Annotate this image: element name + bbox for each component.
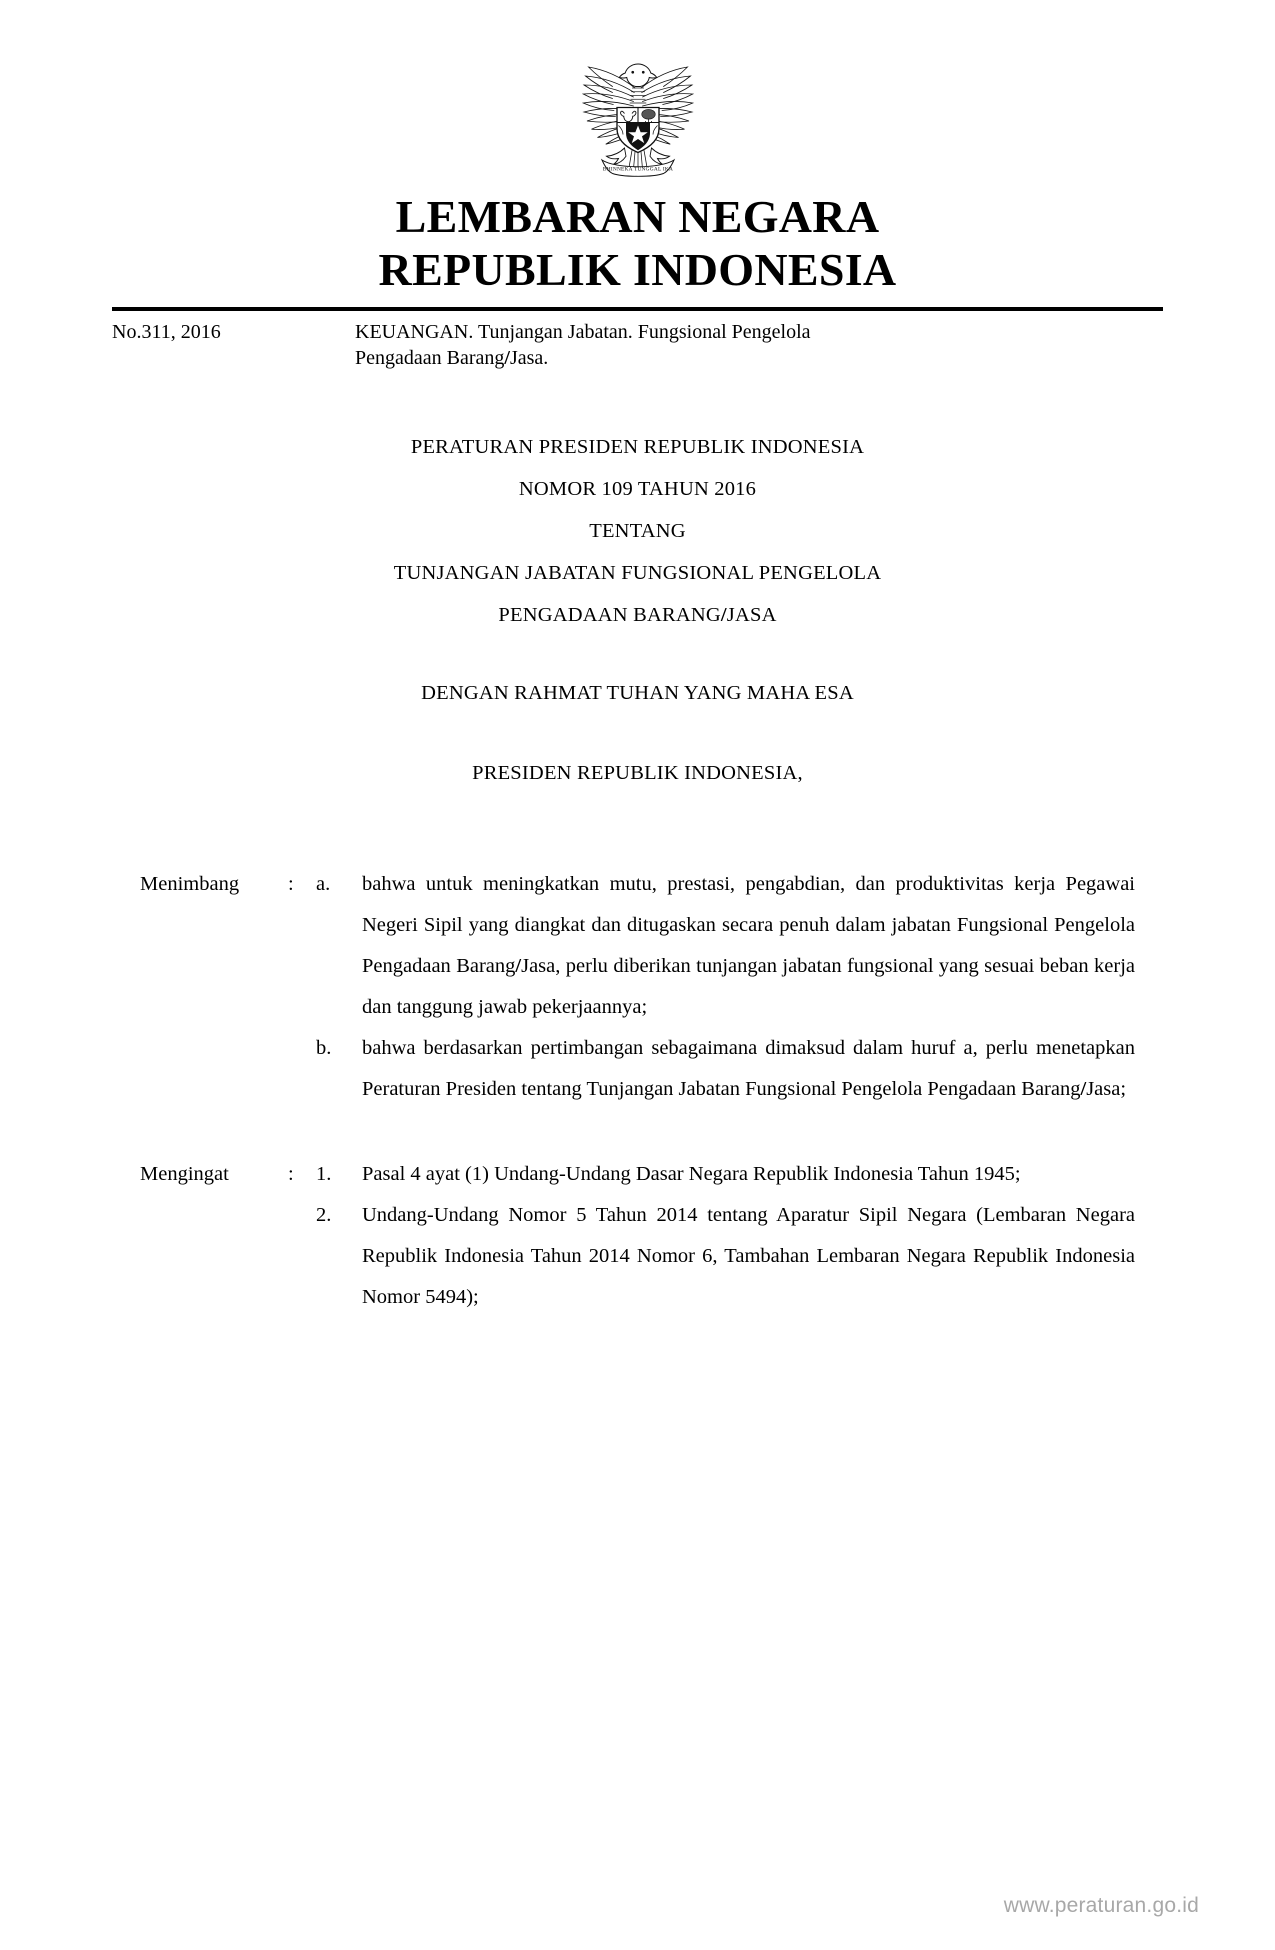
clauses-section xyxy=(140,864,1135,1318)
emblem-container xyxy=(0,0,1275,184)
item-text-pre: bahwa untuk meningkatkan mutu, prestasi, pengabdian, dan produktivitas kerja Pegawai Negeri Sipil yang diangkat dan ditugaskan secara penuh dalam jabatan Fungsional Pengelola Pengadaan Barang xyxy=(362,872,1135,977)
item-text-post: Jasa, perlu diberikan tunjangan jabatan fungsional yang sesuai beban kerja dan tanggung jawab pekerjaannya; xyxy=(362,954,1135,1018)
item-text-post: Jasa; xyxy=(1086,1077,1127,1100)
item-text-pre: bahwa berdasarkan pertimbangan sebagaimana dimaksud dalam huruf a, perlu menetapkan Peraturan Presiden tentang Tunjangan Jabatan Fungsional Pengelola Pengadaan Barang xyxy=(362,1036,1135,1100)
item-marker: 2. xyxy=(316,1203,332,1226)
gazette-subject-line-2-post: Jasa. xyxy=(509,347,549,370)
clause-label: Mengingat xyxy=(140,1162,229,1185)
title-line-2: NOMOR 109 TAHUN 2016 xyxy=(518,477,757,500)
signatory-line: PRESIDEN REPUBLIK INDONESIA, xyxy=(472,761,803,784)
gazette-subject xyxy=(355,319,1163,372)
garuda-pancasila-emblem xyxy=(563,34,713,184)
clause-block-menimbang xyxy=(140,864,1135,1110)
item-text xyxy=(362,1028,1135,1110)
masthead-line-1: LEMBARAN NEGARA xyxy=(395,191,880,242)
item-text-pre: Pasal 4 ayat (1) Undang-Undang Dasar Negara Republik Indonesia Tahun 1945; xyxy=(362,1162,1021,1185)
item-text-pre: Undang-Undang Nomor 5 Tahun 2014 tentang Aparatur Sipil Negara (Lembaran Negara Republik Indonesia Tahun 2014 Nomor 6, Tambahan Lembaran Negara Republik Indonesia Nomor 5494); xyxy=(362,1203,1135,1308)
regulation-title-block xyxy=(0,426,1275,636)
clause-items xyxy=(316,864,1135,1110)
clause-colon: : xyxy=(288,872,294,895)
title-line-3: TENTANG xyxy=(589,519,686,542)
masthead xyxy=(0,190,1275,297)
title-line-1: PERATURAN PRESIDEN REPUBLIK INDONESIA xyxy=(410,435,865,458)
clause-item xyxy=(316,864,1135,1028)
masthead-line-2: REPUBLIK INDONESIA xyxy=(378,244,897,296)
clause-item xyxy=(316,1028,1135,1110)
header-divider xyxy=(112,307,1163,311)
title-line-5-pre: PENGADAAN BARANG xyxy=(498,603,721,626)
gazette-number: No.311, 2016 xyxy=(112,320,221,343)
clause-item xyxy=(316,1195,1135,1318)
slash-separator: / xyxy=(515,954,522,977)
clause-block-mengingat xyxy=(140,1154,1135,1318)
item-text xyxy=(362,1195,1135,1318)
footer-watermark: www.peraturan.go.id xyxy=(1003,1894,1199,1917)
clause-label: Menimbang xyxy=(140,872,240,895)
item-text xyxy=(362,1154,1135,1195)
gazette-subject-line-1: KEUANGAN. Tunjangan Jabatan. Fungsional Pengelola xyxy=(355,320,811,343)
gazette-header-row xyxy=(112,319,1163,372)
item-marker: b. xyxy=(316,1036,332,1059)
title-line-5-post: JASA xyxy=(726,603,777,626)
slash-separator: / xyxy=(1080,1077,1087,1100)
clause-items xyxy=(316,1154,1135,1318)
item-text xyxy=(362,864,1135,1028)
blessing-line: DENGAN RAHMAT TUHAN YANG MAHA ESA xyxy=(421,681,854,704)
clause-item xyxy=(316,1154,1135,1195)
slash-separator: / xyxy=(504,347,510,370)
gazette-subject-line-2-pre: Pengadaan Barang xyxy=(355,347,505,370)
clause-colon: : xyxy=(288,1162,294,1185)
svg-text:BHINNEKA TUNGGAL IKA: BHINNEKA TUNGGAL IKA xyxy=(602,166,673,173)
title-line-5 xyxy=(0,594,1275,636)
item-marker: a. xyxy=(316,872,331,895)
item-marker: 1. xyxy=(316,1162,332,1185)
title-line-4: TUNJANGAN JABATAN FUNGSIONAL PENGELOLA xyxy=(393,561,882,584)
slash-separator: / xyxy=(720,603,727,626)
